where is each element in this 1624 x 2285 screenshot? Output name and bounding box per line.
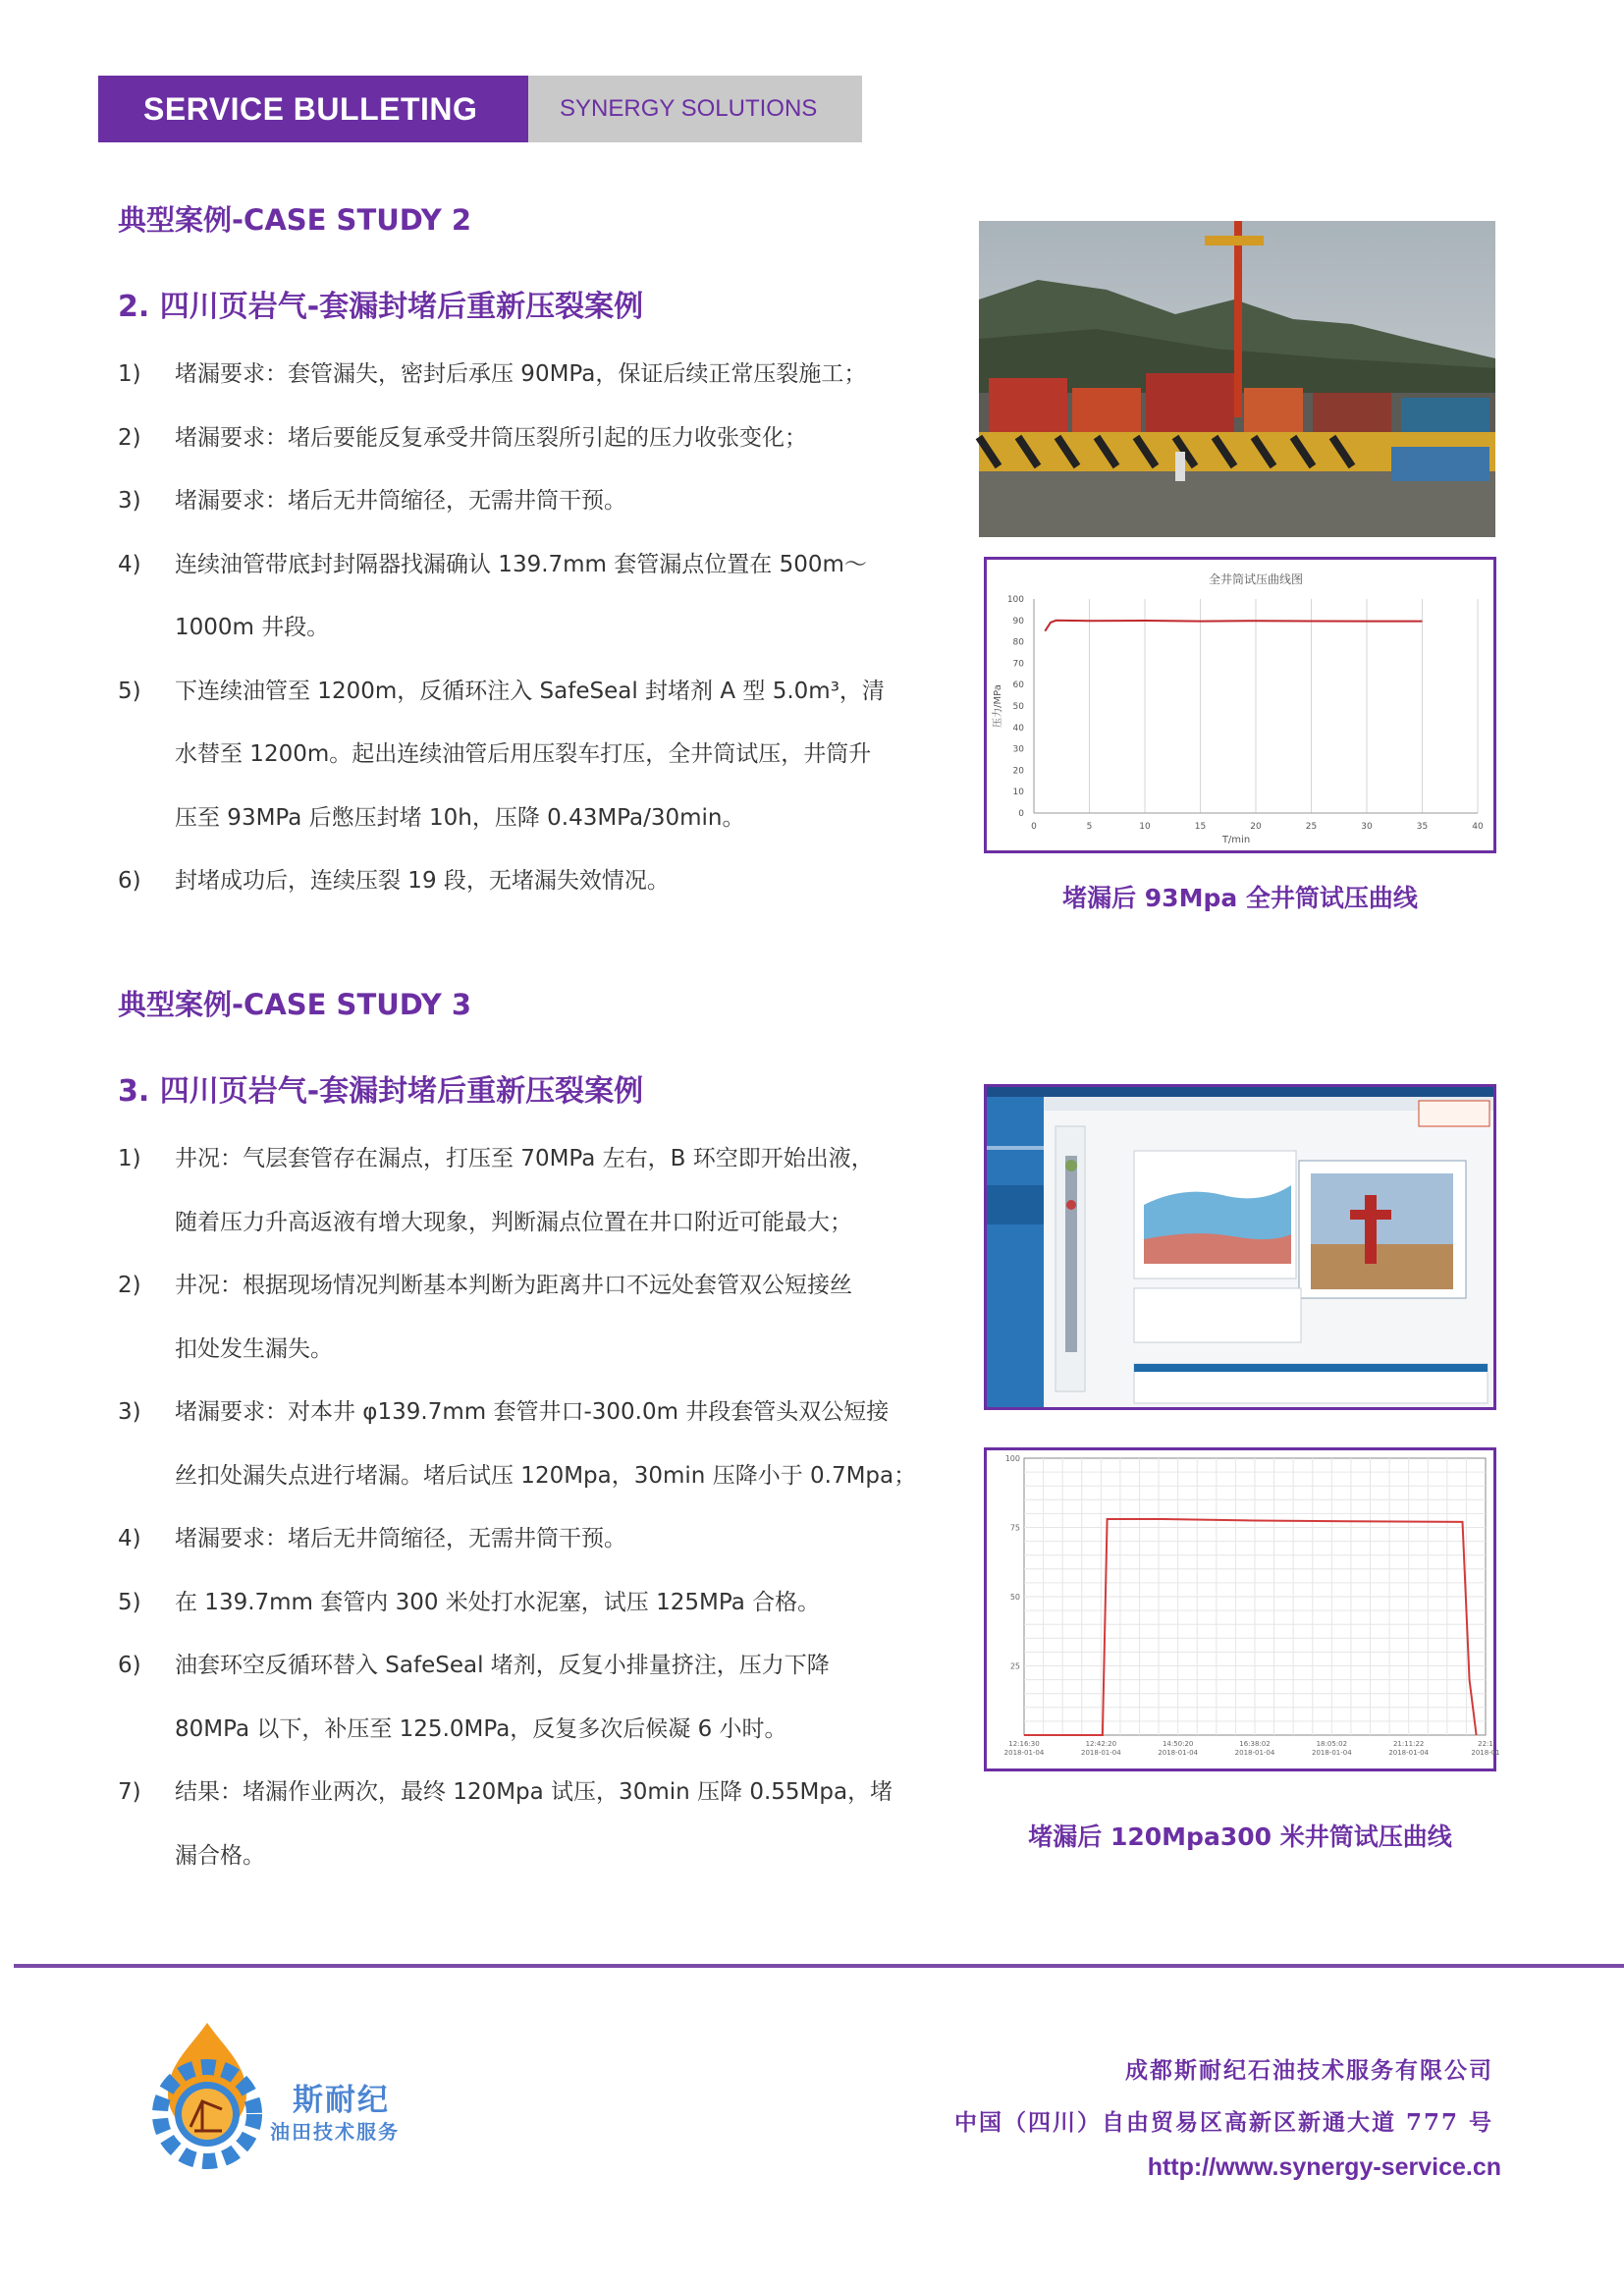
- x-tick-label: 2018-01-04: [1388, 1749, 1430, 1757]
- list-item: [118, 1381, 933, 1507]
- site-photo-image: [979, 221, 1495, 537]
- x-tick-label: 40: [1472, 822, 1484, 832]
- case-study-3-list: [118, 1127, 933, 1887]
- list-item-line: 随着压力升高返液有增大现象，判断漏点位置在井口附近可能最大；: [175, 1209, 852, 1235]
- company-website-link[interactable]: http://www.synergy-service.cn: [1147, 2153, 1501, 2181]
- list-item-number: 4): [118, 551, 141, 577]
- y-tick-label: 100: [1004, 1454, 1020, 1463]
- company-name: 成都斯耐纪石油技术服务有限公司: [1125, 2057, 1493, 2084]
- x-tick-label: 15: [1194, 822, 1207, 832]
- y-tick-label: 25: [1009, 1661, 1020, 1671]
- list-item-line: 丝扣处漏失点进行堵漏。堵后试压 120Mpa，30min 压降小于 0.7Mpa；: [175, 1462, 917, 1489]
- header-subtitle: SYNERGY SOLUTIONS: [528, 76, 862, 142]
- list-item: [118, 660, 933, 850]
- list-item-number: 3): [118, 488, 141, 514]
- list-item-line: 堵漏要求：对本井 φ139.7mm 套管井口-300.0m 井段套管头双公短接: [175, 1399, 890, 1425]
- list-item-number: 5): [118, 1589, 141, 1615]
- list-item-line: 漏合格。: [175, 1842, 265, 1869]
- chart-93mpa: [987, 560, 1493, 850]
- list-item-line: 在 139.7mm 套管内 300 米处打水泥塞，试压 125MPa 合格。: [175, 1589, 821, 1615]
- chart-120mpa: [987, 1450, 1500, 1768]
- list-item-number: 2): [118, 1273, 141, 1298]
- x-tick-label: 25: [1305, 822, 1318, 832]
- list-item: [118, 1761, 933, 1887]
- list-item: [118, 1571, 933, 1635]
- list-item: [118, 343, 933, 407]
- x-tick-label: 2018-01-04: [1311, 1749, 1352, 1757]
- y-tick-label: 70: [1012, 659, 1024, 670]
- list-item-number: 1): [118, 361, 141, 387]
- list-item-line: 结果：堵漏作业两次，最终 120Mpa 试压，30min 压降 0.55Mpa，堵: [175, 1779, 893, 1805]
- y-tick-label: 90: [1012, 616, 1024, 626]
- chart-title: 全井筒试压曲线图: [1208, 572, 1304, 586]
- y-tick-label: 50: [1009, 1593, 1020, 1602]
- monitoring-software-image: [987, 1087, 1493, 1407]
- x-tick-label: 2018-01-04: [1234, 1749, 1275, 1757]
- site-photo: [979, 221, 1495, 537]
- x-tick-label: 22:1: [1478, 1740, 1493, 1748]
- logo-brand-name: 斯耐纪: [293, 2083, 390, 2118]
- case-study-2-list: [118, 343, 933, 913]
- list-item: [118, 533, 933, 660]
- x-tick-label: 12:16:30: [1008, 1740, 1040, 1748]
- chart-120mpa-frame: [984, 1447, 1500, 1771]
- list-item-line: 堵漏要求：套管漏失，密封后承压 90MPa，保证后续正常压裂施工；: [175, 361, 867, 387]
- x-tick-label: 20: [1250, 822, 1262, 832]
- chart-93mpa-frame: [984, 557, 1496, 853]
- case-study-3-title: 3. 四川页岩气-套漏封堵后重新压裂案例: [118, 1074, 644, 1109]
- company-logo: [134, 2021, 281, 2173]
- list-item-number: 2): [118, 424, 141, 451]
- list-item-number: 3): [118, 1399, 141, 1425]
- list-item-number: 6): [118, 1653, 141, 1678]
- list-item-number: 7): [118, 1779, 141, 1805]
- list-item-number: 1): [118, 1146, 141, 1171]
- x-tick-label: 2018-01-04: [1158, 1749, 1199, 1757]
- list-item-line: 堵漏要求：堵后要能反复承受井筒压裂所引起的压力收张变化；: [175, 424, 807, 451]
- y-tick-label: 50: [1012, 702, 1024, 712]
- y-tick-label: 80: [1012, 637, 1024, 648]
- x-tick-label: 30: [1361, 822, 1373, 832]
- list-item-line: 压至 93MPa 后憋压封堵 10h，压降 0.43MPa/30min。: [175, 804, 745, 831]
- list-item-line: 下连续油管至 1200m，反循环注入 SafeSeal 封堵剂 A 型 5.0m³，清: [175, 678, 885, 704]
- y-tick-label: 40: [1012, 723, 1024, 734]
- x-tick-label: 2018-01: [1471, 1749, 1500, 1757]
- list-item-line: 井况：根据现场情况判断基本判断为距离井口不远处套管双公短接丝: [175, 1273, 852, 1298]
- y-tick-label: 100: [1006, 595, 1024, 605]
- x-tick-label: 14:50:20: [1162, 1740, 1194, 1748]
- y-tick-label: 10: [1012, 788, 1024, 798]
- x-tick-label: 35: [1416, 822, 1429, 832]
- x-tick-label: 0: [1031, 822, 1037, 832]
- footer-divider: [14, 1964, 1624, 1968]
- list-item-line: 堵漏要求：堵后无井筒缩径，无需井筒干预。: [175, 488, 626, 514]
- list-item: [118, 1507, 933, 1571]
- list-item-line: 水替至 1200m。起出连续油管后用压裂车打压，全井筒试压，井筒升: [175, 741, 872, 767]
- y-tick-label: 75: [1009, 1523, 1020, 1533]
- list-item-number: 4): [118, 1526, 141, 1551]
- case-study-2-title: 2. 四川页岩气-套漏封堵后重新压裂案例: [118, 290, 644, 324]
- case-study-3-label: 典型案例-CASE STUDY 3: [118, 988, 472, 1021]
- gear-drop-logo-icon: [134, 2021, 281, 2173]
- y-axis-label: 压力/MPa: [993, 684, 1003, 728]
- y-tick-label: 30: [1012, 744, 1024, 755]
- list-item: [118, 849, 933, 913]
- monitoring-software-screenshot: [984, 1084, 1496, 1410]
- list-item-number: 5): [118, 678, 141, 704]
- x-tick-label: 16:38:02: [1239, 1740, 1271, 1748]
- x-tick-label: 10: [1139, 822, 1151, 832]
- x-tick-label: 5: [1086, 822, 1093, 832]
- list-item-line: 井况：气层套管存在漏点，打压至 70MPa 左右，B 环空即开始出液，: [175, 1146, 874, 1171]
- series-line: [1045, 621, 1422, 631]
- list-item: [118, 1127, 933, 1254]
- x-tick-label: 2018-01-04: [1003, 1749, 1045, 1757]
- list-item-line: 80MPa 以下，补压至 125.0MPa，反复多次后候凝 6 小时。: [175, 1715, 787, 1742]
- chart-93mpa-caption: 堵漏后 93Mpa 全井筒试压曲线: [1062, 884, 1418, 912]
- header-title: SERVICE BULLETING: [98, 76, 528, 142]
- list-item: [118, 1254, 933, 1381]
- list-item-line: 扣处发生漏失。: [175, 1335, 333, 1362]
- logo-tagline: 油田技术服务: [270, 2120, 400, 2144]
- list-item-line: 1000m 井段。: [175, 615, 330, 640]
- list-item-line: 连续油管带底封封隔器找漏确认 139.7mm 套管漏点位置在 500m～: [175, 551, 867, 577]
- x-tick-label: 12:42:20: [1085, 1740, 1117, 1748]
- chart-120mpa-caption: 堵漏后 120Mpa300 米井筒试压曲线: [1028, 1823, 1452, 1851]
- list-item: [118, 407, 933, 470]
- list-item-line: 油套环空反循环替入 SafeSeal 堵剂，反复小排量挤注，压力下降: [175, 1653, 830, 1678]
- x-tick-label: 2018-01-04: [1080, 1749, 1121, 1757]
- list-item-number: 6): [118, 868, 141, 894]
- list-item-line: 堵漏要求：堵后无井筒缩径，无需井筒干预。: [175, 1526, 626, 1551]
- list-item: [118, 469, 933, 533]
- company-address: 中国（四川）自由贸易区高新区新通大道 777 号: [953, 2109, 1493, 2136]
- x-tick-label: 18:05:02: [1316, 1740, 1348, 1748]
- list-item-line: 封堵成功后，连续压裂 19 段，无堵漏失效情况。: [175, 868, 670, 894]
- y-tick-label: 60: [1012, 680, 1024, 691]
- y-tick-label: 0: [1018, 809, 1024, 819]
- x-tick-label: 21:11:22: [1392, 1740, 1425, 1748]
- x-axis-label: T/min: [1221, 835, 1251, 845]
- case-study-2-label: 典型案例-CASE STUDY 2: [118, 203, 472, 237]
- y-tick-label: 20: [1012, 766, 1024, 777]
- list-item: [118, 1634, 933, 1761]
